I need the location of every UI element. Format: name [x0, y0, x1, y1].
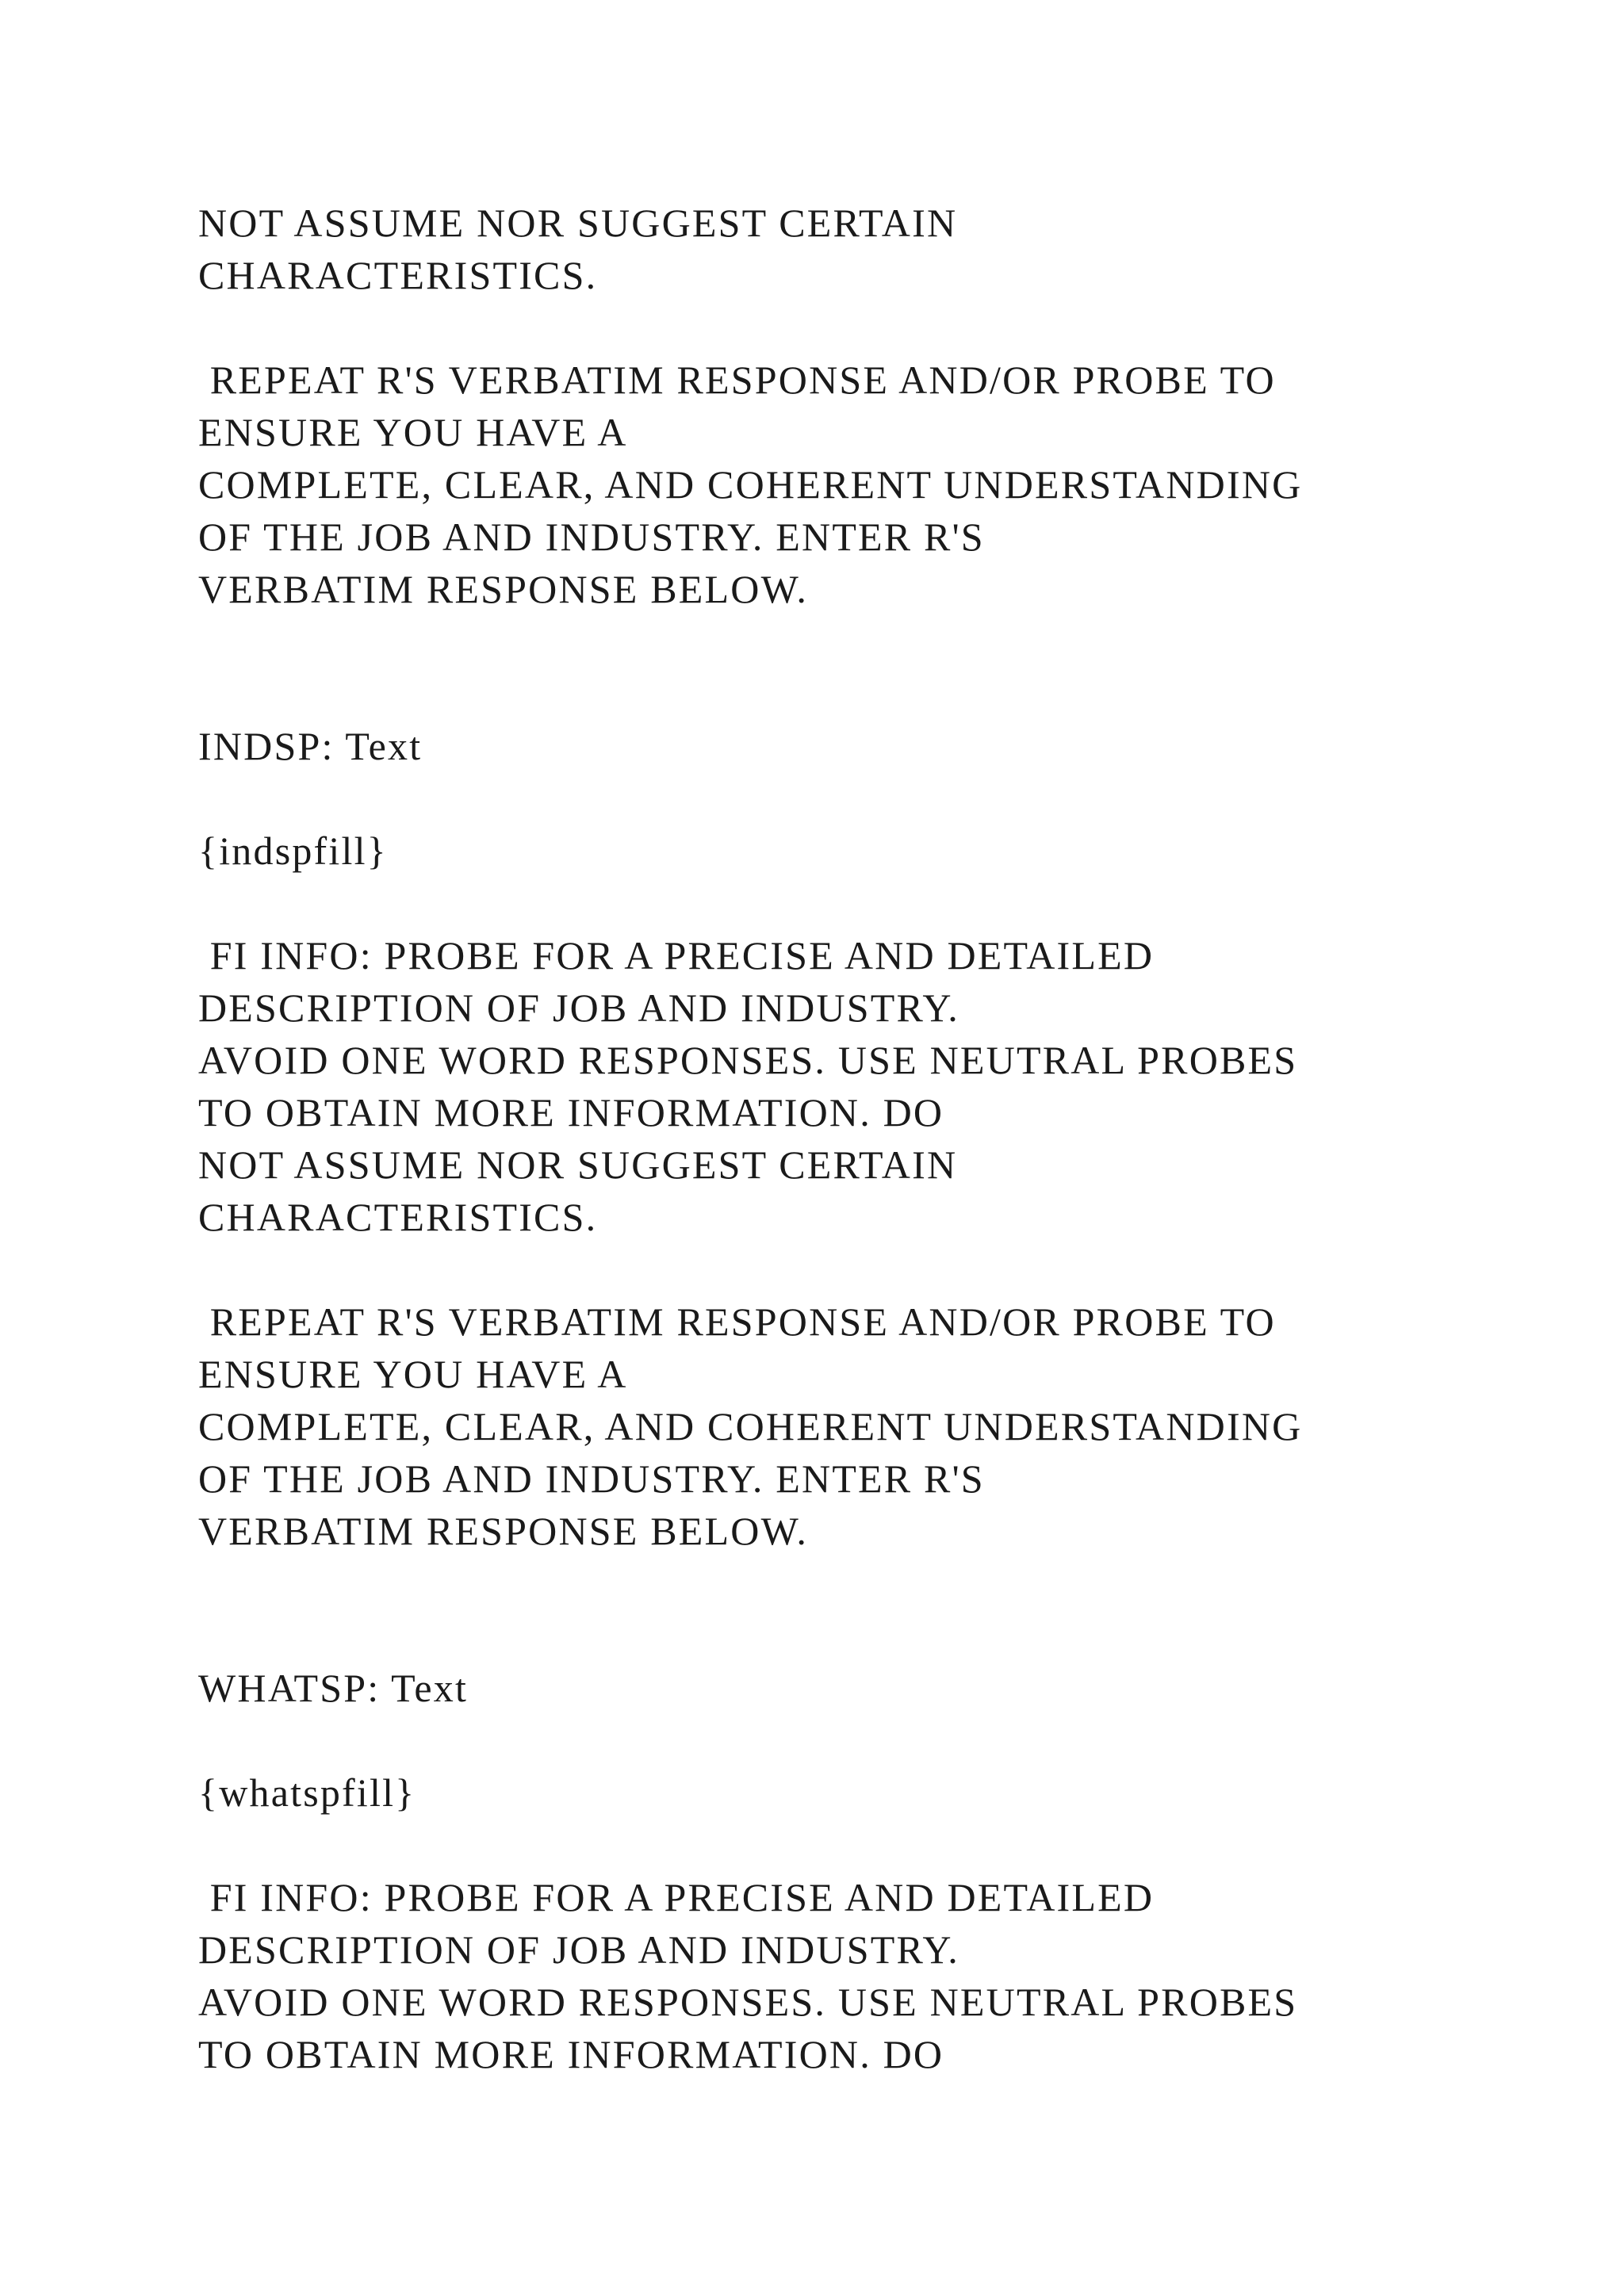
text-line: COMPLETE, CLEAR, AND COHERENT UNDERSTANDING: [198, 462, 1303, 507]
fill-placeholder-whatsp: {whatspfill}: [198, 1770, 416, 1815]
text-line: NOT ASSUME NOR SUGGEST CERTAIN: [198, 201, 958, 245]
text-line: AVOID ONE WORD RESPONSES. USE NEUTRAL PROBES: [198, 1980, 1298, 2024]
text-line: OF THE JOB AND INDUSTRY. ENTER R'S: [198, 1456, 985, 1501]
text-line: OF THE JOB AND INDUSTRY. ENTER R'S: [198, 515, 985, 559]
text-line: VERBATIM RESPONSE BELOW.: [198, 567, 809, 611]
field-label-indsp: INDSP: Text: [198, 724, 423, 768]
field-label-whatsp: WHATSP: Text: [198, 1666, 469, 1710]
text-line: VERBATIM RESPONSE BELOW.: [198, 1509, 809, 1553]
text-line: COMPLETE, CLEAR, AND COHERENT UNDERSTANDING: [198, 1404, 1303, 1448]
text-line: FI INFO: PROBE FOR A PRECISE AND DETAILED: [198, 1875, 1155, 1919]
text-line: TO OBTAIN MORE INFORMATION. DO: [198, 1090, 944, 1135]
text-line: DESCRIPTION OF JOB AND INDUSTRY.: [198, 985, 959, 1030]
text-line: REPEAT R'S VERBATIM RESPONSE AND/OR PROBE TO: [198, 1299, 1276, 1344]
text-line: AVOID ONE WORD RESPONSES. USE NEUTRAL PROBES: [198, 1038, 1298, 1082]
text-line: CHARACTERISTICS.: [198, 253, 598, 297]
text-line: ENSURE YOU HAVE A: [198, 1352, 628, 1396]
text-line: NOT ASSUME NOR SUGGEST CERTAIN: [198, 1142, 958, 1187]
text-line: CHARACTERISTICS.: [198, 1195, 598, 1239]
text-line: DESCRIPTION OF JOB AND INDUSTRY.: [198, 1927, 959, 1972]
text-line: FI INFO: PROBE FOR A PRECISE AND DETAILED: [198, 933, 1155, 978]
text-line: TO OBTAIN MORE INFORMATION. DO: [198, 2032, 944, 2076]
text-line: REPEAT R'S VERBATIM RESPONSE AND/OR PROBE TO: [198, 358, 1276, 402]
fill-placeholder-indsp: {indspfill}: [198, 828, 388, 873]
text-line: ENSURE YOU HAVE A: [198, 410, 628, 454]
